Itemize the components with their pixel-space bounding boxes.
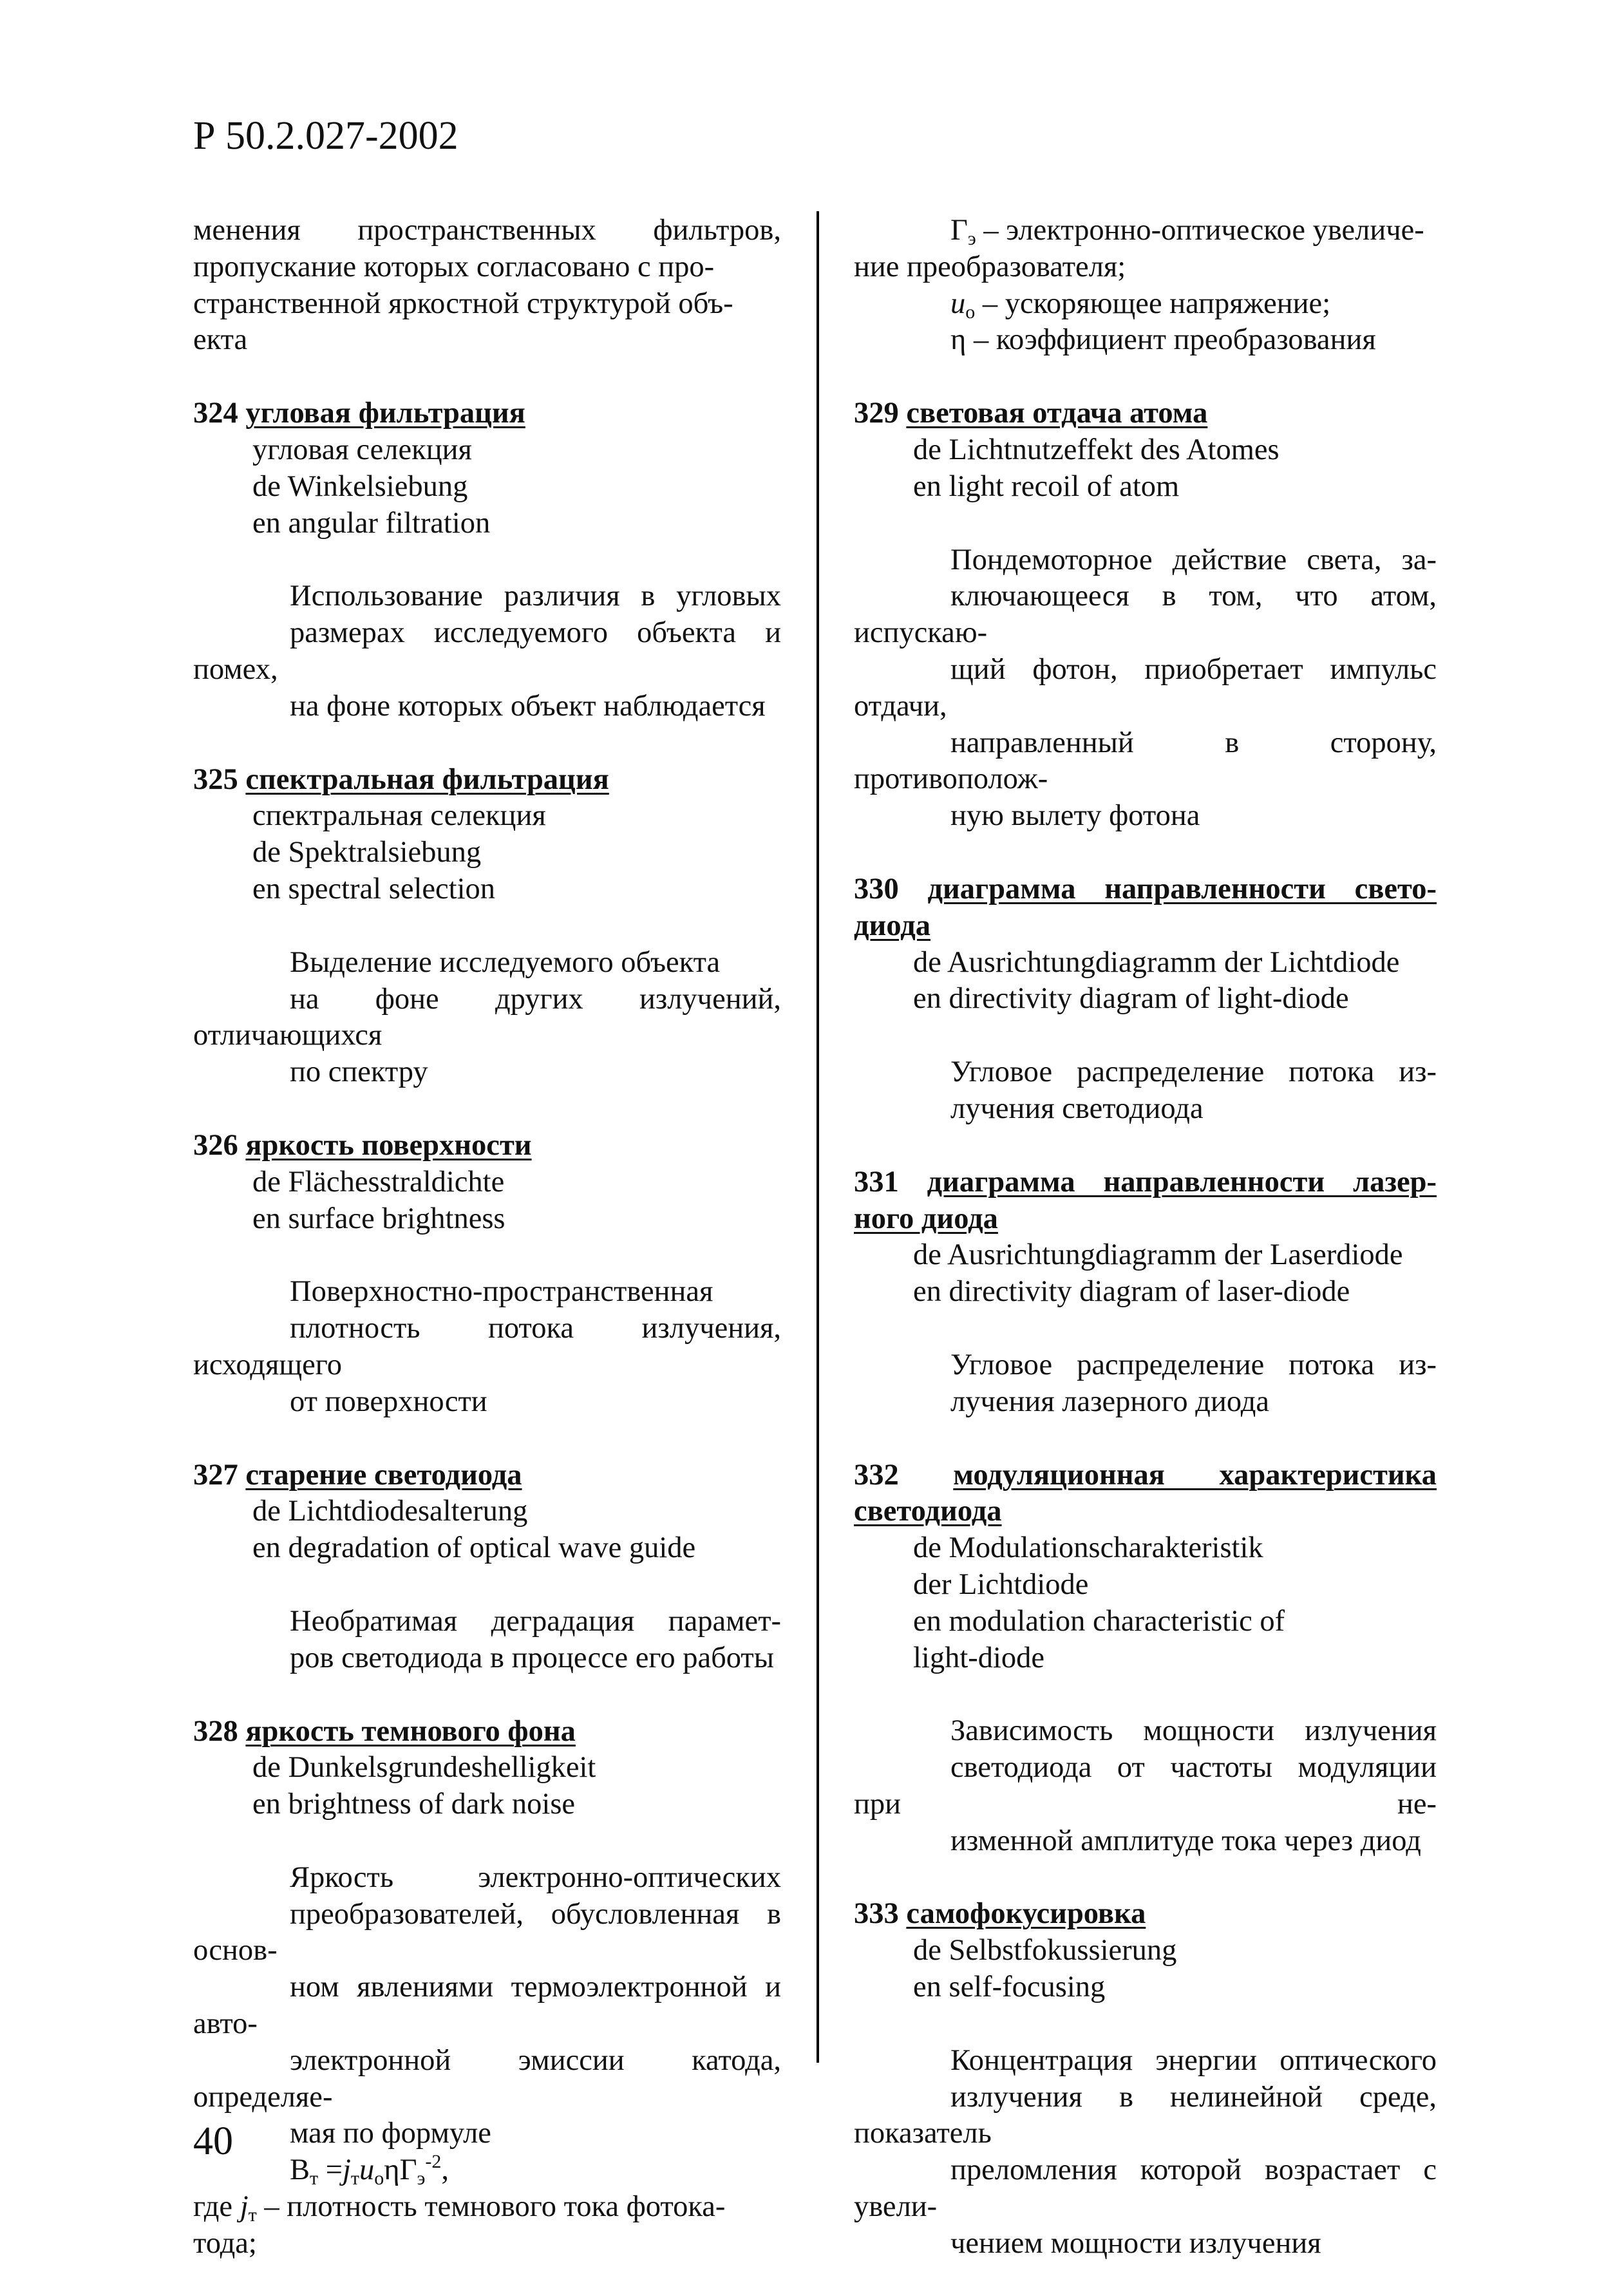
term-entry-326 — [193, 1128, 781, 1421]
text-line: излучения в нелинейной среде, показатель — [854, 2080, 1437, 2150]
term-name: угловая фильтрация — [245, 397, 525, 430]
text-line: на фоне которых объект наблюдается — [290, 689, 766, 723]
synonym-de: de Lichtdiodesalterung — [252, 1495, 528, 1528]
synonym-en: en spectral selection — [252, 872, 495, 905]
text-line: от поверхности — [290, 1385, 487, 1418]
text-line: размерах исследуемого объекта и помех, — [193, 616, 781, 686]
variable-line — [854, 213, 1437, 249]
term-heading-cont — [854, 1201, 1437, 1238]
text-line: лучения светодиода — [950, 1092, 1204, 1125]
synonym-en-cont: light-diode — [913, 1641, 1045, 1674]
term-name: самофокусировка — [906, 1897, 1146, 1931]
text-line: ную вылету фотона — [950, 799, 1200, 833]
formula-explanation — [193, 2189, 781, 2226]
term-number: 332 — [854, 1458, 899, 1491]
term-number: 329 — [854, 397, 899, 430]
text-line: менения пространственных фильтров, — [193, 214, 781, 247]
text-line: преобразователей, обусловленная в основ- — [193, 1897, 781, 1967]
definition — [854, 542, 1437, 835]
synonym-en: en degradation of optical wave guide — [252, 1531, 696, 1565]
text-line: плотность потока излучения, исходящего — [193, 1312, 781, 1381]
term-heading — [854, 1457, 1437, 1494]
text-line: Пондемоторное действие света, за- — [950, 543, 1437, 576]
term-name: яркость поверхности — [245, 1128, 532, 1162]
formula-subscript: э — [417, 2168, 426, 2190]
term-name: старение светодиода — [245, 1458, 522, 1491]
term-heading-cont — [854, 1493, 1437, 1530]
synonym-de: de Selbstfokussierung — [913, 1934, 1177, 1967]
definition — [193, 1274, 781, 1420]
variable-line — [854, 322, 1437, 359]
synonym-en: en modulation characteristic of — [913, 1604, 1285, 1638]
formula-subscript: о — [374, 2168, 384, 2190]
text-line: Угловое распределение потока из- — [950, 1348, 1437, 1381]
synonym-de: de Lichtnutzeffekt des Atomes — [913, 433, 1279, 466]
text-line: изменной амплитуде тока через диод — [950, 1824, 1421, 1857]
text-line: щий фотон, приобретает импульс отдачи, — [854, 652, 1437, 723]
text-line: электронной эмиссии катода, определяе- — [193, 2043, 781, 2114]
term-number: 333 — [854, 1897, 899, 1931]
term-entry-333 — [854, 1896, 1437, 2262]
term-name: диаграмма направленности лазер- — [927, 1165, 1437, 1198]
definition — [193, 1604, 781, 1677]
column-divider — [817, 211, 819, 2063]
text-line: направленный в сторону, противополож- — [854, 726, 1437, 796]
continued-definition — [193, 213, 781, 359]
definition — [854, 2043, 1437, 2262]
text: – электронно-оптическое увеличе- — [976, 214, 1424, 247]
synonym: угловая селекция — [252, 433, 472, 466]
synonym-de: de Flächesstraldichte — [252, 1165, 505, 1198]
right-column — [854, 213, 1437, 2262]
definition — [193, 1860, 781, 2152]
text-line: екта — [193, 323, 248, 357]
variable-line: ние преобразователя; — [854, 250, 1126, 283]
synonym-en: en angular filtration — [252, 506, 491, 540]
text-line: тода; — [193, 2226, 257, 2260]
synonym-de: de Winkelsiebung — [252, 469, 468, 503]
term-entry-329 — [854, 395, 1437, 835]
definition — [854, 1713, 1437, 1859]
formula-symbol: u — [359, 2154, 375, 2187]
term-name: светодиода — [854, 1495, 1002, 1528]
term-heading — [193, 762, 781, 799]
synonym-de: de Dunkelsgrundeshelligkeit — [252, 1751, 596, 1784]
definition — [854, 1347, 1437, 1421]
text-line: ном явлениями термоэлектронной и авто- — [193, 1971, 781, 2041]
text-line: по спектру — [290, 1056, 428, 1089]
synonym-en: en directivity diagram of laser-diode — [913, 1275, 1350, 1309]
formula-symbol: u — [950, 287, 966, 320]
synonym-de: de Ausrichtungdiagramm der Laserdiode — [913, 1238, 1403, 1272]
text-line: Выделение исследуемого объекта — [290, 945, 721, 979]
term-number: 330 — [854, 872, 899, 905]
text-line: ключающееся в том, что атом, испускаю- — [854, 580, 1437, 650]
term-heading-cont — [854, 908, 1437, 945]
left-column — [193, 213, 781, 2262]
formula-equals: = — [318, 2154, 343, 2187]
term-name: диода — [854, 909, 930, 942]
text-line: лучения лазерного диода — [950, 1385, 1270, 1418]
formula-subscript: т — [248, 2204, 257, 2226]
document-code: Р 50.2.027-2002 — [193, 114, 458, 158]
text-line: странственной яркостной структурой объ- — [193, 287, 733, 320]
synonym-de: de Ausrichtungdiagramm der Lichtdiode — [913, 945, 1400, 979]
synonym-en: en self-focusing — [913, 1971, 1106, 2004]
term-name: спектральная фильтрация — [245, 762, 609, 796]
text-line: мая по формуле — [290, 2117, 491, 2150]
term-entry-332 — [854, 1457, 1437, 1860]
formula-symbol: Г — [950, 214, 968, 247]
term-heading — [193, 1714, 781, 1750]
definition — [193, 945, 781, 1091]
definition — [854, 1054, 1437, 1128]
term-number: 327 — [193, 1458, 238, 1491]
formula-variables — [854, 213, 1437, 359]
text: – коэффициент преобразования — [966, 323, 1376, 357]
term-number: 331 — [854, 1165, 899, 1198]
term-entry-325 — [193, 762, 781, 1091]
term-entry-328 — [193, 1714, 781, 2262]
text-line: преломления которой возрастает с увели- — [854, 2154, 1437, 2224]
formula-subscript: о — [965, 301, 976, 323]
term-heading — [193, 1457, 781, 1494]
text-line: на фоне других излучений, отличающихся — [193, 982, 781, 1052]
text: – плотность темнового тока фотока- — [256, 2190, 726, 2224]
term-entry-324 — [193, 395, 781, 724]
term-name: световая отдача атома — [906, 397, 1208, 430]
formula-symbol: j — [240, 2190, 249, 2224]
text-line: Использование различия в угловых — [290, 580, 781, 613]
term-heading — [193, 1128, 781, 1164]
text-line: Концентрация энергии оптического — [950, 2043, 1437, 2077]
formula — [290, 2152, 781, 2189]
formula-subscript: т — [310, 2168, 319, 2190]
formula-symbol: В — [290, 2154, 310, 2187]
text: – ускоряющее напряжение; — [975, 287, 1331, 320]
term-name: модуляционная характеристика — [953, 1458, 1437, 1491]
term-number: 328 — [193, 1714, 238, 1748]
term-entry-331 — [854, 1164, 1437, 1421]
variable-line — [854, 286, 1437, 323]
term-name: яркость темнового фона — [245, 1714, 576, 1748]
formula-subscript: э — [967, 228, 976, 249]
term-heading — [854, 395, 1437, 432]
formula-symbol: η — [950, 323, 967, 357]
text-line: светодиода от частоты модуляции при не- — [854, 1751, 1437, 1821]
term-heading — [854, 871, 1437, 908]
term-number: 326 — [193, 1128, 238, 1162]
text: где — [193, 2190, 240, 2224]
formula-subscript: т — [350, 2168, 360, 2190]
term-entry-330 — [854, 871, 1437, 1128]
synonym-de: de Modulationscharakteristik — [913, 1531, 1263, 1565]
term-name: диаграмма направленности свето- — [927, 872, 1437, 905]
synonym-de-cont: der Lichtdiode — [913, 1567, 1089, 1601]
page-number: 40 — [193, 2119, 233, 2163]
synonym-en: en brightness of dark noise — [252, 1788, 576, 1821]
formula-punct: , — [441, 2154, 449, 2187]
text-line: Поверхностно-пространственная — [290, 1275, 713, 1309]
term-number: 325 — [193, 762, 238, 796]
term-heading — [193, 395, 781, 432]
term-heading — [854, 1164, 1437, 1201]
text-line: чением мощности излучения — [950, 2226, 1321, 2260]
formula-symbol: j — [343, 2154, 351, 2187]
term-entry-327 — [193, 1457, 781, 1677]
synonym: спектральная селекция — [252, 799, 546, 833]
definition — [193, 578, 781, 724]
text-line: Угловое распределение потока из- — [950, 1056, 1437, 1089]
synonym-en: en light recoil of atom — [913, 469, 1180, 503]
formula-symbol: ηГ — [384, 2154, 417, 2187]
term-heading — [854, 1896, 1437, 1933]
synonym-en: en directivity diagram of light-diode — [913, 982, 1349, 1016]
term-name: ного диода — [854, 1202, 998, 1235]
text-line: пропускание которых согласовано с про- — [193, 250, 715, 283]
synonym-de: de Spektralsiebung — [252, 836, 482, 869]
text-line: Необратимая деградация парамет- — [290, 1604, 781, 1638]
text-line: Зависимость мощности излучения — [950, 1714, 1437, 1748]
text-line: Яркость электронно-оптических — [290, 1860, 781, 1894]
synonym-en: en surface brightness — [252, 1202, 505, 1235]
text-line: ров светодиода в процессе его работы — [290, 1641, 774, 1674]
term-number: 324 — [193, 397, 238, 430]
formula-exponent: -2 — [425, 2151, 442, 2173]
